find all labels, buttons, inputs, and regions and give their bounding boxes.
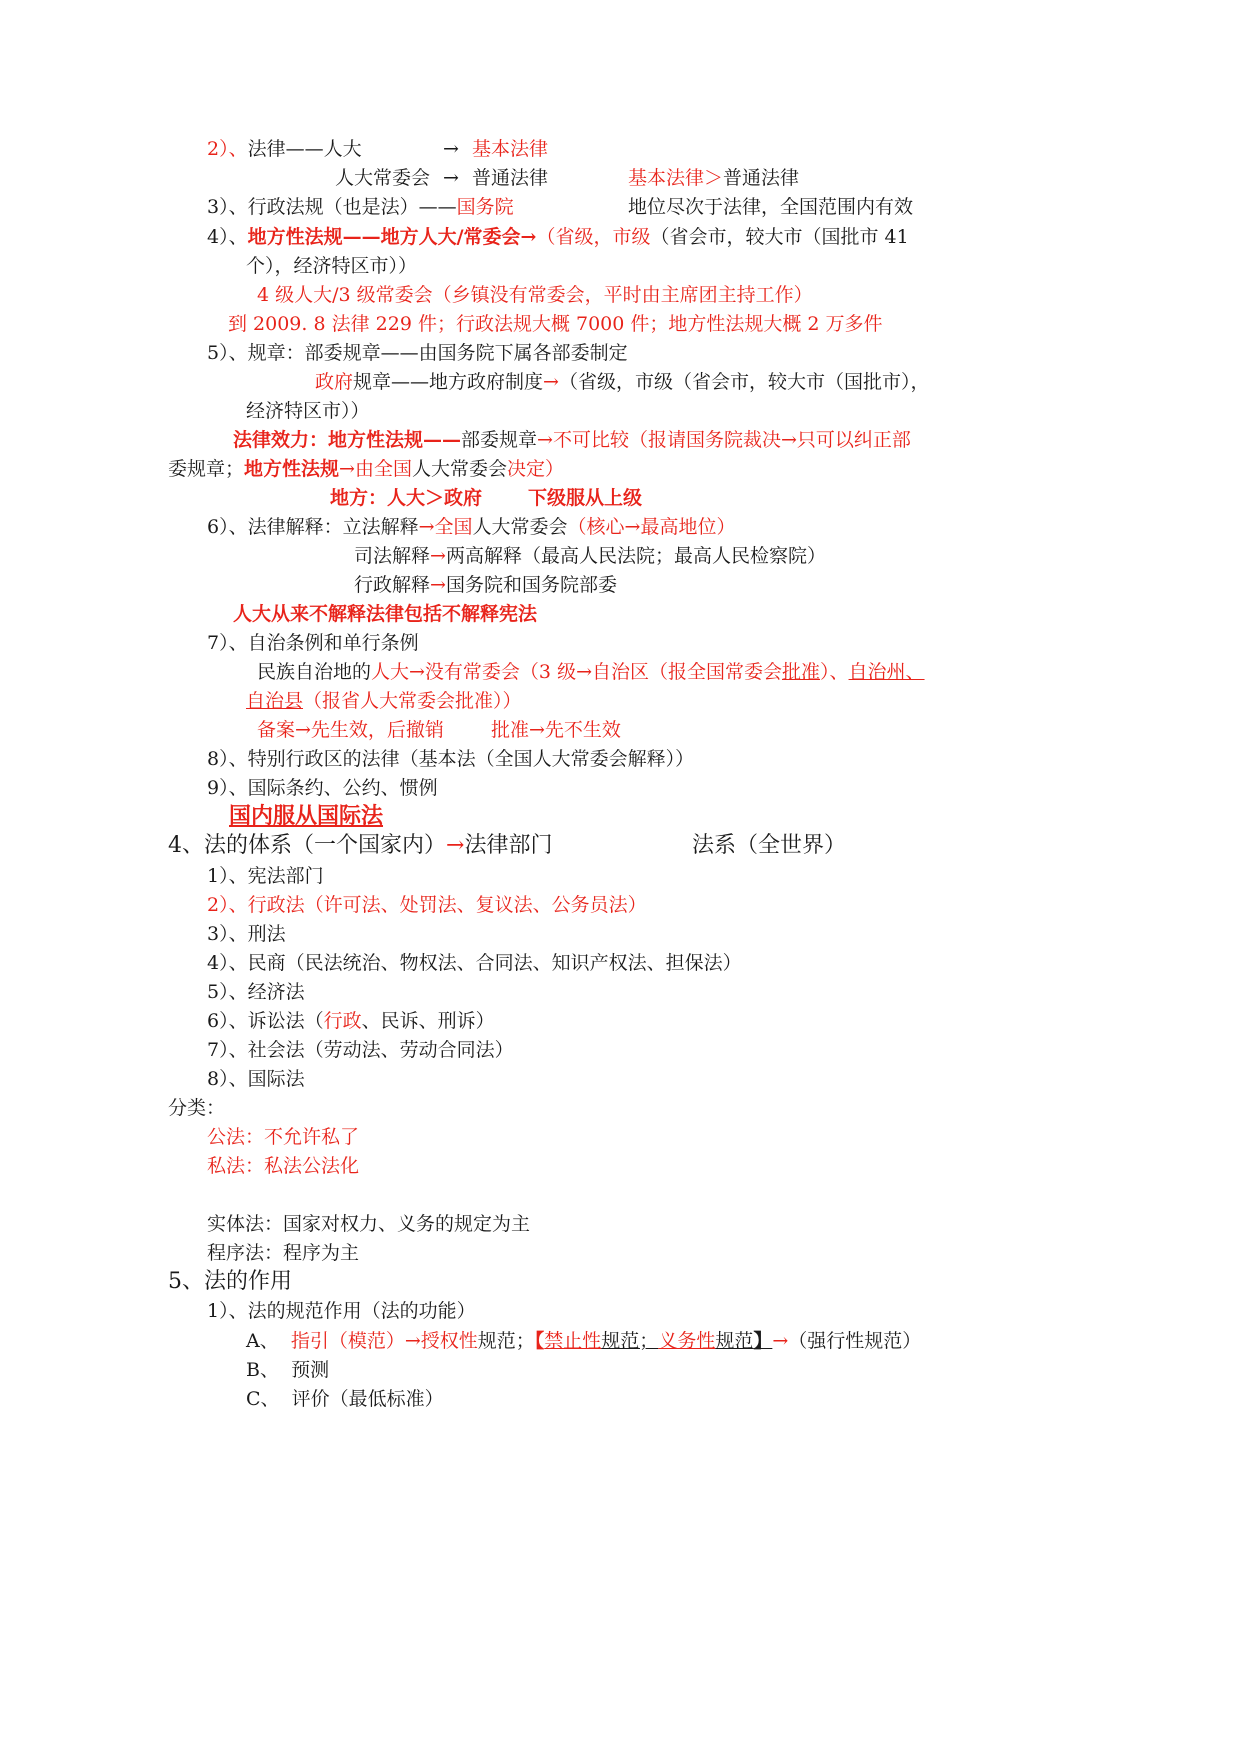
line-autonomy-regulation: 7）、自治条例和单行条例 — [207, 632, 419, 654]
line-gov-rules: 政府规章——地方政府制度→（省级，市级（省会市，较大市（国批市）， — [315, 371, 930, 393]
line-autonomous-areas: 民族自治地的人大→没有常委会（3 级→自治区（报全国常委会批准）、自治州、 — [257, 661, 925, 683]
law-hierarchy-note: 基本法律＞普通法律 — [628, 167, 800, 189]
section-4-heading: 4、法的体系（一个国家内）→法律部门 — [168, 833, 553, 858]
procedural-law: 程序法：程序为主 — [207, 1242, 360, 1264]
local-npc-rule: 地方：人大＞政府 — [330, 487, 483, 509]
line-admin-regulation: 3）、行政法规（也是法）——国务院 — [207, 196, 514, 218]
line-law-counts: 到 2009. 8 法律 229 件；行政法规大概 7000 件；地方性法规大概 2 万多件 — [228, 313, 883, 335]
law-npc-text: 法律——人大 — [247, 138, 362, 160]
item-number: 2）、 — [207, 138, 248, 160]
subordinate-rule: 下级服从上级 — [528, 487, 643, 509]
private-law: 私法：私法公法化 — [207, 1155, 360, 1177]
line-gov-rules-cont: 经济特区市）） — [246, 400, 370, 422]
public-law: 公法：不允许私了 — [207, 1126, 360, 1148]
filing-note: 备案→先生效，后撤销 — [257, 719, 444, 741]
approval-note: 批准→先不生效 — [491, 719, 621, 741]
classification-label: 分类： — [168, 1097, 226, 1119]
line-legal-effect: 法律效力：地方性法规——部委规章→不可比较（报请国务院裁决→只可以纠正部 — [233, 429, 911, 451]
list-item: 5）、经济法 — [207, 981, 305, 1003]
arrow-icon: → — [443, 138, 459, 160]
normative-function: 1）、法的规范作用（法的功能） — [207, 1300, 476, 1322]
domestic-follows-international: 国内服从国际法 — [229, 804, 384, 829]
line-npc-levels: 4 级人大/3 级常委会（乡镇没有常委会，平时由主席团主持工作） — [257, 284, 813, 306]
line-sar-law: 8）、特别行政区的法律（基本法（全国人大常委会解释）） — [207, 748, 695, 770]
line-local-regulation: 4）、地方性法规——地方人大/常委会→（省级，市级（省会市，较大市（国批市 41 — [207, 226, 909, 248]
substantive-law: 实体法：国家对权力、义务的规定为主 — [207, 1213, 531, 1235]
list-item: 6）、诉讼法（行政、民诉、刑诉） — [207, 1010, 495, 1032]
list-item: 4）、民商（民法统治、物权法、合同法、知识产权法、担保法） — [207, 952, 742, 974]
npc-never-interprets: 人大从来不解释法律包括不解释宪法 — [233, 603, 538, 625]
line-autonomous-county: 自治县（报省人大常委会批准）） — [246, 690, 522, 712]
line-legal-interpretation: 6）、法律解释：立法解释→全国人大常委会（核心→最高地位） — [207, 516, 736, 538]
line-standing-committee: 人大常委会 — [335, 167, 431, 189]
admin-regulation-position: 地位尽次于法律，全国范围内有效 — [628, 196, 914, 218]
section-5-heading: 5、法的作用 — [168, 1269, 292, 1294]
list-item: 8）、国际法 — [207, 1068, 305, 1090]
list-item: 2）、行政法（许可法、处罚法、复议法、公务员法） — [207, 894, 647, 916]
line-judicial-interpretation: 司法解释→两高解释（最高人民法院；最高人民检察院） — [354, 545, 826, 567]
function-c: C、 评价（最低标准） — [246, 1388, 444, 1410]
line-international-treaties: 9）、国际条约、公约、惯例 — [207, 777, 438, 799]
list-item: 3）、刑法 — [207, 923, 286, 945]
general-law-label: 普通法律 — [472, 167, 549, 189]
basic-law-label: 基本法律 — [472, 138, 549, 160]
line-law-npc — [207, 136, 362, 162]
line-local-regulation-cont: 个），经济特区市）） — [246, 255, 418, 277]
legal-family-label: 法系（全世界） — [692, 833, 847, 858]
function-b: B、 预测 — [246, 1359, 330, 1381]
line-legal-effect-cont: 委规章；地方性法规→由全国人大常委会决定） — [168, 458, 564, 480]
line-admin-interpretation: 行政解释→国务院和国务院部委 — [354, 574, 617, 596]
list-item: 1）、宪法部门 — [207, 865, 324, 887]
function-a: A、 指引（模范）→授权性规范；【禁止性规范；义务性规范】→（强行性规范） — [246, 1330, 922, 1352]
list-item: 7）、社会法（劳动法、劳动合同法） — [207, 1039, 514, 1061]
line-rules: 5）、规章：部委规章——由国务院下属各部委制定 — [207, 342, 628, 364]
arrow-icon: → — [443, 167, 459, 189]
